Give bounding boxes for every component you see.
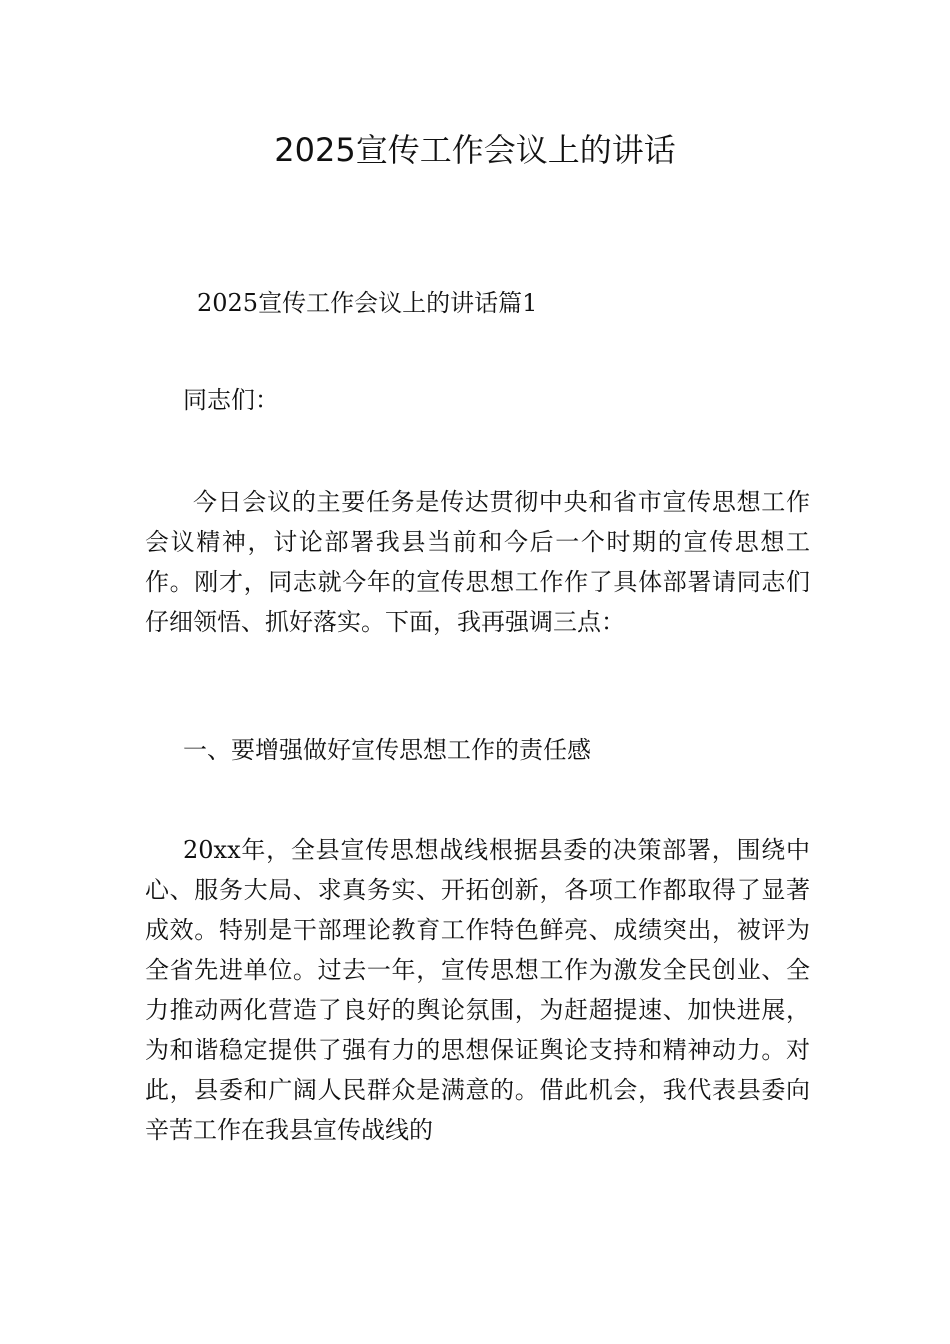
section-heading-1: 一、要增强做好宣传思想工作的责任感: [183, 736, 591, 764]
document-subtitle: 2025宣传工作会议上的讲话篇1: [197, 289, 538, 317]
document-title: 2025宣传工作会议上的讲话: [274, 131, 676, 169]
greeting-line: 同志们：: [183, 386, 279, 414]
body-paragraph-2: 20xx年，全县宣传思想战线根据县委的决策部署，围绕中心、服务大局、求真务实、开拓创新，各项工作都取得了显著成效。特别是干部理论教育工作特色鲜亮、成绩突出，被评为全省先进单位。过去一年，宣传思想工作为激发全民创业、全力推动两化营造了良好的舆论氛围，为赶超提速、加快进展，为和谐稳定提供了强有力的思想保证舆论支持和精神动力。对此，县委和广阔人民群众是满意的。借此机会，我代表县委向辛苦工作在我县宣传战线的: [145, 836, 810, 1144]
body-paragraph-1: 今日会议的主要任务是传达贯彻中央和省市宣传思想工作会议精神，讨论部署我县当前和今后一个时期的宣传思想工作。刚才，同志就今年的宣传思想工作作了具体部署请同志们仔细领悟、抓好落实。下面，我再强调三点：: [145, 488, 810, 636]
